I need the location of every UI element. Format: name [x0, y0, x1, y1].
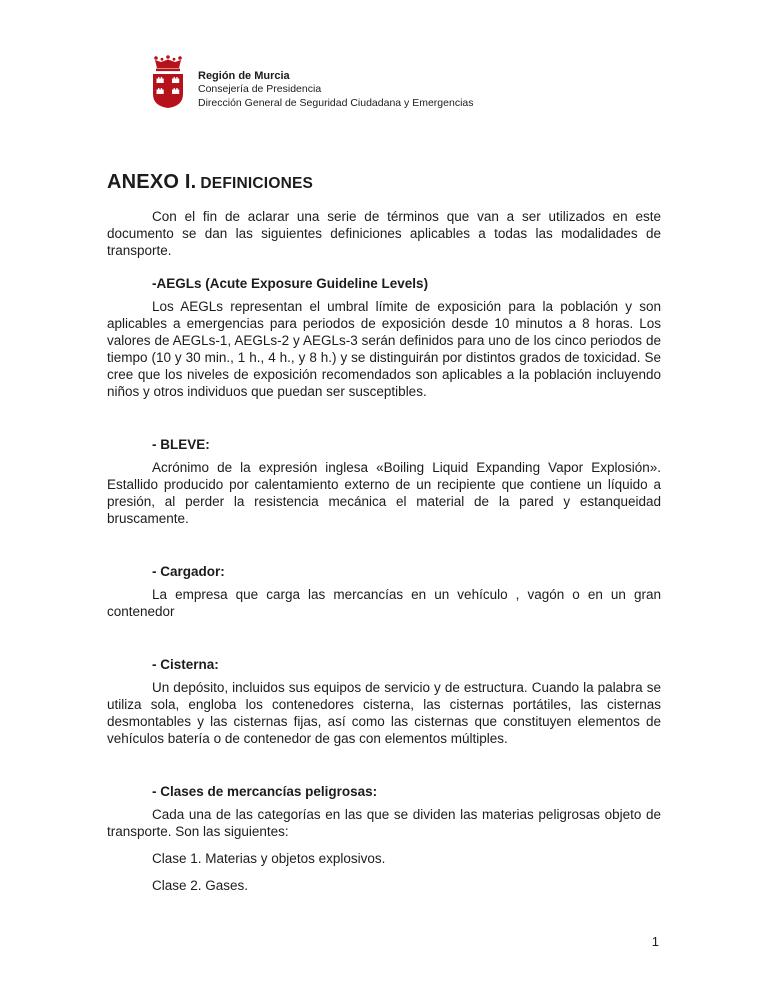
section-heading-cargador: - Cargador:	[152, 563, 225, 579]
page-number: 1	[651, 934, 659, 949]
murcia-coat-of-arms-icon	[148, 55, 188, 109]
page-title	[107, 171, 661, 194]
section-heading-aegls: -AEGLs (Acute Exposure Guideline Levels)	[152, 275, 429, 291]
paragraph-clase-1: Clase 1. Materias y objetos explosivos.	[152, 850, 386, 866]
org-block	[198, 55, 474, 111]
paragraph: Los AEGLs representan el umbral límite de exposición para la población y son aplicables a emergencias para periodos de exposición desde 10 minutos a 8 horas. Los valores de AEGLs-1, AEGLs-2 y AEGLs-3 serán definidos para uno de los cinco periodos de tiempo (10 y 30 min., 1 h., 4 h., y 8 h.) y se distinguirán por distintos grados de toxicidad. Se cree que los niveles de exposición recomendados son aplicables a la población incluyendo niños y otros individuos que puedan ser susceptibles.	[107, 298, 661, 399]
page-title-sub: DEFINICIONES	[200, 174, 314, 192]
paragraph: Cada una de las categorías en las que se dividen las materias peligrosas objeto de transporte. Son las siguientes:	[107, 806, 661, 839]
paragraph: Acrónimo de la expresión inglesa «Boiling Liquid Expanding Vapor Explosión». Estallido producido por calentamiento externo de un recipiente que contiene un líquido a presión, al perder la resistencia mecánica el material de la pared y estanqueidad bruscamente.	[107, 459, 661, 526]
org-name: Región de Murcia	[198, 70, 290, 82]
org-subdept: Dirección General de Seguridad Ciudadana y Emergencias	[198, 96, 474, 109]
header	[148, 55, 661, 111]
org-dept: Consejería de Presidencia	[198, 83, 322, 96]
paragraph: La empresa que carga las mercancías en un vehículo , vagón o en un gran contenedor	[107, 586, 661, 619]
intro-paragraph: Con el fin de aclarar una serie de términos que van a ser utilizados en este documento se dan las siguientes definiciones aplicables a todas las modalidades de transporte.	[107, 208, 661, 258]
page-title-main: ANEXO I.	[107, 170, 197, 193]
paragraph-clase-2: Clase 2. Gases.	[152, 877, 249, 893]
section-heading-cisterna: - Cisterna:	[152, 656, 219, 672]
section-heading-clases: - Clases de mercancías peligrosas:	[152, 783, 378, 799]
paragraph: Un depósito, incluidos sus equipos de servicio y de estructura. Cuando la palabra se utiliza sola, engloba los contenedores cisterna, las cisternas portátiles, las cisternas desmontables y las cisternas fijas, así como las cisternas que constituyen elementos de vehículos batería o de contenedor de gas con elementos múltiples.	[107, 679, 661, 746]
section-heading-bleve: - BLEVE:	[152, 436, 210, 452]
